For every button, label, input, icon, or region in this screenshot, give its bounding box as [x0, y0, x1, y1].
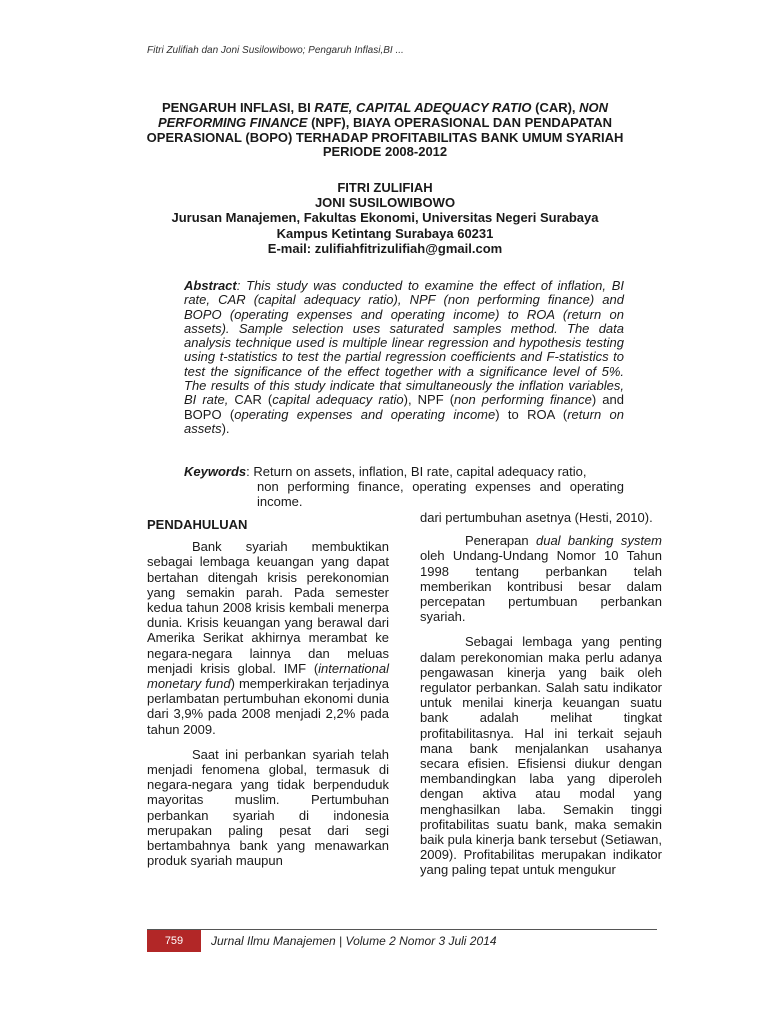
title-part-1: PENGARUH INFLASI, BI	[161, 100, 315, 115]
abstract	[184, 279, 624, 436]
paragraph-text: international monetary fund	[147, 660, 389, 692]
abstract-text: capital adequacy ratio	[258, 292, 394, 308]
title-part-5: (NPF), BIAYA OPERASIONAL DAN PENDAPATAN OPERASIONAL (BOPO) TERHADAP PROFITABILITAS BANK UMUM SYARIAH PERIODE 2008-2012	[146, 114, 624, 160]
left-column	[147, 517, 389, 878]
paragraph: dari pertumbuhan asetnya (Hesti, 2010).	[420, 510, 653, 525]
abstract-text: (	[261, 392, 273, 408]
abstract-text: ) and BOPO (	[184, 292, 624, 322]
page-number: 759	[147, 930, 201, 952]
paragraph-text: Penerapan	[465, 533, 536, 549]
abstract-text: operating expenses and operating income	[234, 306, 496, 322]
abstract-text: non performing finance	[454, 392, 592, 408]
journal-name: Jurnal Ilmu Manajemen	[211, 934, 336, 948]
right-column	[420, 510, 662, 888]
paragraph-text: oleh Undang-Undang Nomor 10 Tahun 1998 tentang perbankan telah memberikan kontribusi besar dalam percepatan pertumbuan perbankan syariah.	[420, 548, 662, 625]
running-head: Fitri Zulifiah dan Joni Susilowibowo; Pengaruh Inflasi,BI ...	[147, 45, 404, 56]
author-2: JONI SUSILOWIBOWO	[314, 195, 456, 211]
title-part-4: NON PERFORMING FINANCE	[157, 100, 609, 130]
paragraph: Saat ini perbankan syariah telah menjadi fenomena global, termasuk di negara-negara yang tidak berpenduduk mayoritas muslim. Pertumbuhan perbankan syariah di indonesia merupakan paling pesat dari segi bertambahnya bank yang menawarkan produk syariah maupun	[147, 746, 389, 869]
title-part-3: (CAR),	[531, 100, 580, 115]
footer-divider	[147, 929, 657, 930]
abstract-text: ) to ROA (	[495, 406, 568, 422]
author-1: FITRI ZULIFIAH	[337, 180, 433, 195]
journal-volume: Volume 2 Nomor 3 Juli 2014	[345, 934, 497, 948]
abstract-text: CAR	[234, 392, 262, 408]
keywords-label: Keywords	[184, 464, 247, 479]
paragraph	[420, 533, 662, 624]
affiliation: Jurusan Manajemen, Fakultas Ekonomi, Universitas Negeri Surabaya	[171, 210, 599, 226]
abstract-text: return on assets	[184, 406, 624, 436]
paragraph-text: dual banking system	[535, 533, 662, 549]
abstract-text: ).	[221, 420, 230, 436]
keywords-line-1: : Return on assets, inflation, BI rate, capital adequacy ratio,	[246, 464, 587, 479]
section-heading: PENDAHULUAN	[147, 517, 248, 532]
abstract-text: capital adequacy ratio	[272, 392, 404, 408]
paper-title	[140, 101, 630, 160]
abstract-text: ) and BOPO (	[184, 392, 624, 422]
paragraph	[147, 539, 389, 737]
abstract-text: return on assets	[184, 306, 624, 336]
abstract-text: ). Sample selection uses saturated samples method. The data analysis technique used is multiple linear regression and hypothesis testing using t-statistics to test the partial regression coefficients and F-statistics to test the significance of the effect together with a significance level of 5%. The results of this study indicate that simultaneously the inflation variables, BI rate,	[184, 320, 624, 408]
title-part-2: RATE, CAPITAL ADEQUACY RATIO	[314, 100, 532, 115]
footer-separator: |	[335, 934, 346, 948]
footer-journal	[211, 934, 497, 948]
abstract-text: non performing finance	[447, 292, 590, 308]
paragraph-text: Bank syariah membuktikan sebagai lembaga keuangan yang dapat bertahan ditengah krisis perekonomian yang semakin parah. Pada semester kedua tahun 2008 krisis kembali menerpa dunia. Krisis keuangan yang berawal dari Amerika Serikat akhirnya merambat ke negara-negara lainnya dan meluas menjadi krisis global. IMF (	[147, 539, 389, 676]
paragraph: Sebagai lembaga yang penting dalam perekonomian maka perlu adanya pengawasan kinerja yang baik oleh regulator perbankan. Salah satu indikator untuk menilai kinerja keuangan suatu bank adalah melihat tingkat profitabilitasnya. Hal ini terkait sejauh mana bank menjalankan usahanya secara efisien. Efisiensi diukur dengan membandingkan laba yang diperoleh dengan aktiva atau modal yang menghasilkan laba. Semakin tinggi profitabilitas suatu bank, maka semakin baik pula kinerja bank tersebut (Setiawan, 2009). Profitabilitas merupakan indikator yang paling tepat untuk mengukur	[420, 634, 662, 878]
abstract-text: ), NPF (	[403, 392, 455, 408]
address: Kampus Ketintang Surabaya 60231	[276, 225, 494, 241]
keywords-line-2: non performing finance, operating expenses and operating income.	[257, 479, 624, 510]
paragraph-text: ) memperkirakan terjadinya perlambatan pertumbuhan ekonomi dunia dari 3,9% pada 2008 menjadi 2,2% pada tahun 2009.	[147, 676, 389, 737]
keywords	[184, 464, 624, 510]
author-block	[140, 180, 630, 256]
abstract-label: Abstract	[184, 278, 237, 293]
abstract-text: ), NPF (	[393, 292, 448, 308]
email: E-mail: zulifiahfitrizulifiah@gmail.com	[267, 240, 503, 256]
abstract-text: operating expenses and operating income	[234, 406, 496, 422]
abstract-text: : This study was conducted to examine the effect of inflation, BI rate, CAR (	[184, 278, 624, 308]
abstract-text: ) to ROA (	[495, 306, 568, 322]
